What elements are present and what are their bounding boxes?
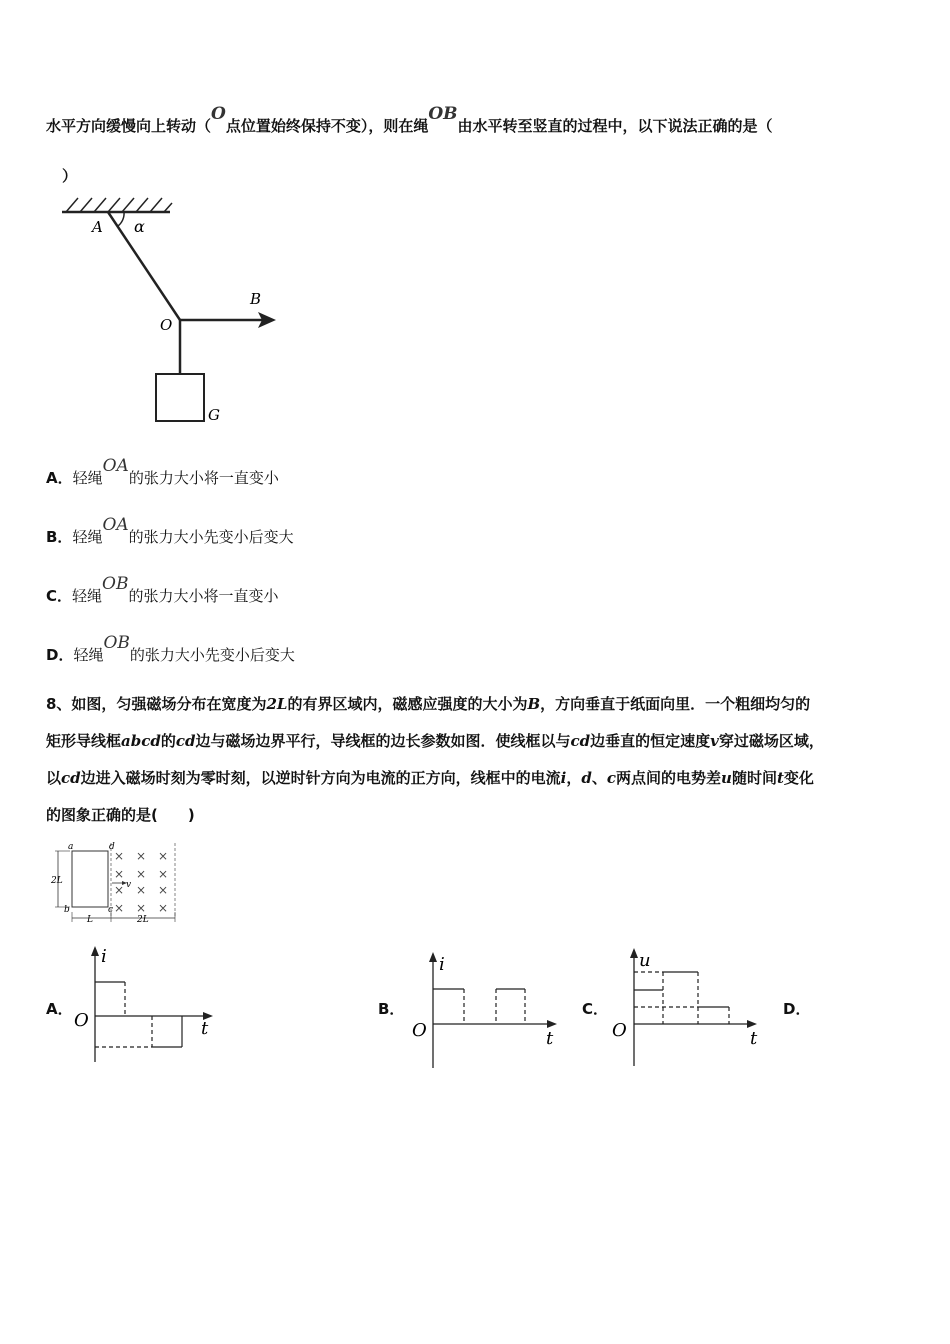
velocity-label: v xyxy=(126,880,132,890)
svg-text:×: × xyxy=(158,901,169,915)
q7-figure xyxy=(58,192,288,428)
dim-l: L xyxy=(87,915,93,925)
svg-text:O: O xyxy=(74,1010,89,1031)
svg-text:i: i xyxy=(439,954,445,975)
label-b: B xyxy=(250,290,262,308)
angle-arc xyxy=(118,212,124,226)
q7-line-1: 水平方向缓慢向上转动（O点位置始终保持不变），则在绳OB由水平转至竖直的过程中，以下说法正确的是（ xyxy=(46,104,773,135)
dim-2l-bottom: 2L xyxy=(137,915,149,925)
svg-text:t: t xyxy=(750,1028,758,1049)
svg-text:×: × xyxy=(114,867,125,881)
corner-c: c xyxy=(108,905,114,915)
q8-option-b-graph[interactable] xyxy=(408,948,568,1074)
corner-b: b xyxy=(64,905,70,915)
corner-a: a xyxy=(68,842,74,852)
svg-text:O: O xyxy=(412,1020,427,1041)
svg-text:×: × xyxy=(114,849,125,863)
q8-option-a-graph[interactable] xyxy=(70,942,230,1068)
q7-option-c[interactable]: C．轻绳OB的张力大小将一直变小 xyxy=(46,574,279,605)
q8-option-d-key[interactable]: D． xyxy=(783,1000,811,1018)
dim-2l: 2L xyxy=(51,876,63,886)
svg-text:×: × xyxy=(114,883,125,897)
label-o: O xyxy=(160,316,173,334)
q8-option-c-key[interactable]: C． xyxy=(582,1000,609,1018)
weight-box xyxy=(156,374,204,421)
svg-text:×: × xyxy=(136,883,147,897)
label-g: G xyxy=(208,406,220,424)
q7-option-b[interactable]: B．轻绳OA的张力大小先变小后变大 xyxy=(46,515,294,546)
q8-line-4: 的图象正确的是( ) xyxy=(46,806,195,824)
svg-text:×: × xyxy=(158,867,169,881)
svg-text:u: u xyxy=(639,950,651,971)
svg-text:×: × xyxy=(136,901,147,915)
rope-ob: OB xyxy=(428,104,458,124)
q8-line-2: 矩形导线框abcd的cd边与磁场边界平行，导线框的边长参数如图．使线框以与cd边垂直的恒定速度v穿过磁场区域， xyxy=(46,732,824,750)
svg-text:t: t xyxy=(546,1028,554,1049)
svg-text:×: × xyxy=(158,883,169,897)
q8-line-1: 8、如图，匀强磁场分布在宽度为2L的有界区域内，磁感应强度的大小为B，方向垂直于纸面向里．一个粗细均匀的 xyxy=(46,695,811,713)
label-a: A xyxy=(92,218,103,236)
q8-option-b-key[interactable]: B． xyxy=(378,1000,405,1018)
svg-text:t: t xyxy=(201,1018,209,1039)
svg-text:×: × xyxy=(136,867,147,881)
label-alpha: α xyxy=(134,217,145,236)
q8-option-c-graph[interactable] xyxy=(610,944,770,1070)
svg-text:×: × xyxy=(158,849,169,863)
ceiling-hatch xyxy=(66,198,172,212)
q8-figure xyxy=(44,838,184,928)
svg-text:×: × xyxy=(136,849,147,863)
q8-line-3: 以cd边进入磁场时刻为零时刻，以逆时针方向为电流的正方向，线框中的电流i，d、c两点间的电势差u随时间t变化 xyxy=(46,769,814,787)
q7-option-d[interactable]: D．轻绳OB的张力大小先变小后变大 xyxy=(46,633,295,664)
q8-option-a-key[interactable]: A． xyxy=(46,1000,73,1018)
q7-line-2: ） xyxy=(62,167,78,185)
wire-frame xyxy=(72,851,108,907)
svg-text:O: O xyxy=(612,1020,627,1041)
q7-option-a[interactable]: A．轻绳OA的张力大小将一直变小 xyxy=(46,456,279,487)
corner-d: d xyxy=(109,842,115,852)
svg-text:×: × xyxy=(114,901,125,915)
svg-text:i: i xyxy=(101,946,107,967)
point-o: O xyxy=(211,104,226,124)
